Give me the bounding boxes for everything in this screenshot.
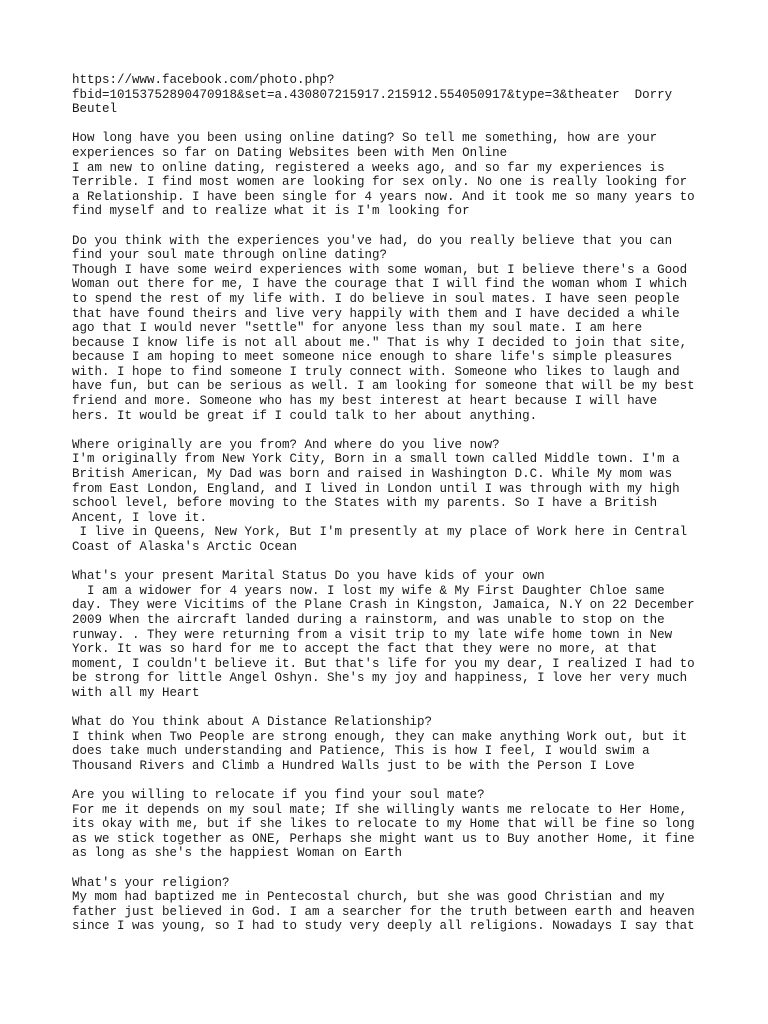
question-line: What do You think about A Distance Relationship? (72, 715, 433, 730)
document-page (72, 73, 712, 949)
question-line: Are you willing to relocate if you find your soul mate? (72, 788, 485, 803)
answer-line: York. It was so hard for me to accept the fact that they were no more, at that (72, 642, 658, 657)
answer-line: friend and more. Someone who has my best interest at heart because I will have (72, 394, 658, 409)
text-line: Beutel (72, 102, 118, 117)
answer-line: I am new to online dating, registered a weeks ago, and so far my experiences is (72, 160, 665, 175)
qa-block-relocate (72, 788, 712, 861)
answer-line: I am a widower for 4 years now. I lost my wife & My First Daughter Chloe same (72, 583, 665, 598)
answer-line: I live in Queens, New York, But I'm presently at my place of Work here in Central (72, 525, 688, 540)
question-line: find your soul mate through online dating? (72, 248, 388, 263)
answer-line: Ancent, I love it. (72, 510, 208, 525)
text-line: https://www.facebook.com/photo.php? (72, 73, 335, 87)
qa-block-religion (72, 876, 712, 934)
answer-line: Coast of Alaska's Arctic Ocean (72, 540, 298, 554)
qa-block-distance-relationship (72, 715, 712, 773)
answer-line: does take much understanding and Patience, This is how I feel, I would swim a (72, 744, 650, 759)
answer-line: Terrible. I find most women are looking for sex only. No one is really looking for (72, 175, 688, 190)
qa-block-origin (72, 438, 712, 555)
answer-line: because I am hoping to meet someone nice enough to share life's simple pleasures (72, 350, 673, 365)
answer-line: day. They were Vicitims of the Plane Crash in Kingston, Jamaica, N.Y on 22 December (72, 598, 695, 613)
answer-line: hers. It would be great if I could talk to her about anything. (72, 408, 538, 423)
answer-line: with all my Heart (72, 685, 200, 700)
qa-block-marital-status (72, 569, 712, 700)
question-line: Do you think with the experiences you've had, do you really believe that you can (72, 233, 673, 248)
answer-line: I think when Two People are strong enough, they can make anything Work out, but it (72, 729, 688, 744)
qa-block-soul-mate (72, 234, 712, 424)
answer-line: its okay with me, but if she likes to relocate to my Home that will be fine so long (72, 817, 695, 832)
answer-line: moment, I couldn't believe it. But that's life for you my dear, I realized I had to (72, 656, 695, 671)
question-line: What's your present Marital Status Do you have kids of your own (72, 569, 545, 584)
answer-line: with. I hope to find someone I truly connect with. Someone who likes to laugh and (72, 364, 680, 379)
answer-line: 2009 When the aircraft landed during a rainstorm, and was unable to stop on the (72, 612, 665, 627)
question-line: What's your religion? (72, 875, 230, 890)
answer-line: a Relationship. I have been single for 4 years now. And it took me so many years to (72, 189, 695, 204)
source-header-block (72, 73, 712, 117)
answer-line: British American, My Dad was born and raised in Washington D.C. While My mom was (72, 467, 673, 482)
question-line: How long have you been using online dating? So tell me something, how are your (72, 131, 658, 146)
answer-line: as we stick together as ONE, Perhaps she might want us to Buy another Home, it fine (72, 831, 695, 846)
answer-line: Though I have some weird experiences with some woman, but I believe there's a Good (72, 262, 688, 277)
answer-line: to spend the rest of my life with. I do believe in soul mates. I have seen people (72, 291, 680, 306)
answer-line: ago that I would never "settle" for anyone less than my soul mate. I am here (72, 321, 643, 336)
question-line: Where originally are you from? And where do you live now? (72, 437, 500, 452)
question-line: experiences so far on Dating Websites been with Men Online (72, 145, 508, 160)
answer-line: runway. . They were returning from a visit trip to my late wife home town in New (72, 627, 673, 642)
answer-line: that have found theirs and live very happily with them and I have decided a while (72, 306, 680, 321)
answer-line: because I know life is not all about me." That is why I decided to join that site, (72, 335, 688, 350)
answer-line: be strong for little Angel Oshyn. She's my joy and happiness, I love her very much (72, 671, 688, 686)
answer-line: I'm originally from New York City, Born in a small town called Middle town. I'm a (72, 452, 680, 467)
answer-line: For me it depends on my soul mate; If she willingly wants me relocate to Her Home, (72, 802, 688, 817)
answer-line: My mom had baptized me in Pentecostal church, but she was good Christian and my (72, 890, 665, 905)
text-line: fbid=10153752890470918&set=a.430807215917.215912.554050917&type=3&theater Dorry (72, 87, 673, 102)
answer-line: find myself and to realize what it is I'm looking for (72, 204, 470, 219)
answer-line: as long as she's the happiest Woman on Earth (72, 846, 403, 861)
answer-line: Thousand Rivers and Climb a Hundred Walls just to be with the Person I Love (72, 758, 635, 773)
answer-line: father just believed in God. I am a searcher for the truth between earth and heaven (72, 904, 695, 919)
answer-line: have fun, but can be serious as well. I am looking for someone that will be my best (72, 379, 695, 394)
answer-line: Woman out there for me, I have the courage that I will find the woman whom I which (72, 277, 688, 292)
answer-line: since I was young, so I had to study very deeply all religions. Nowadays I say that (72, 919, 695, 934)
answer-line: school level, before moving to the States with my parents. So I have a British (72, 496, 658, 511)
answer-line: from East London, England, and I lived in London until I was through with my high (72, 481, 680, 496)
qa-block-online-dating (72, 131, 712, 219)
